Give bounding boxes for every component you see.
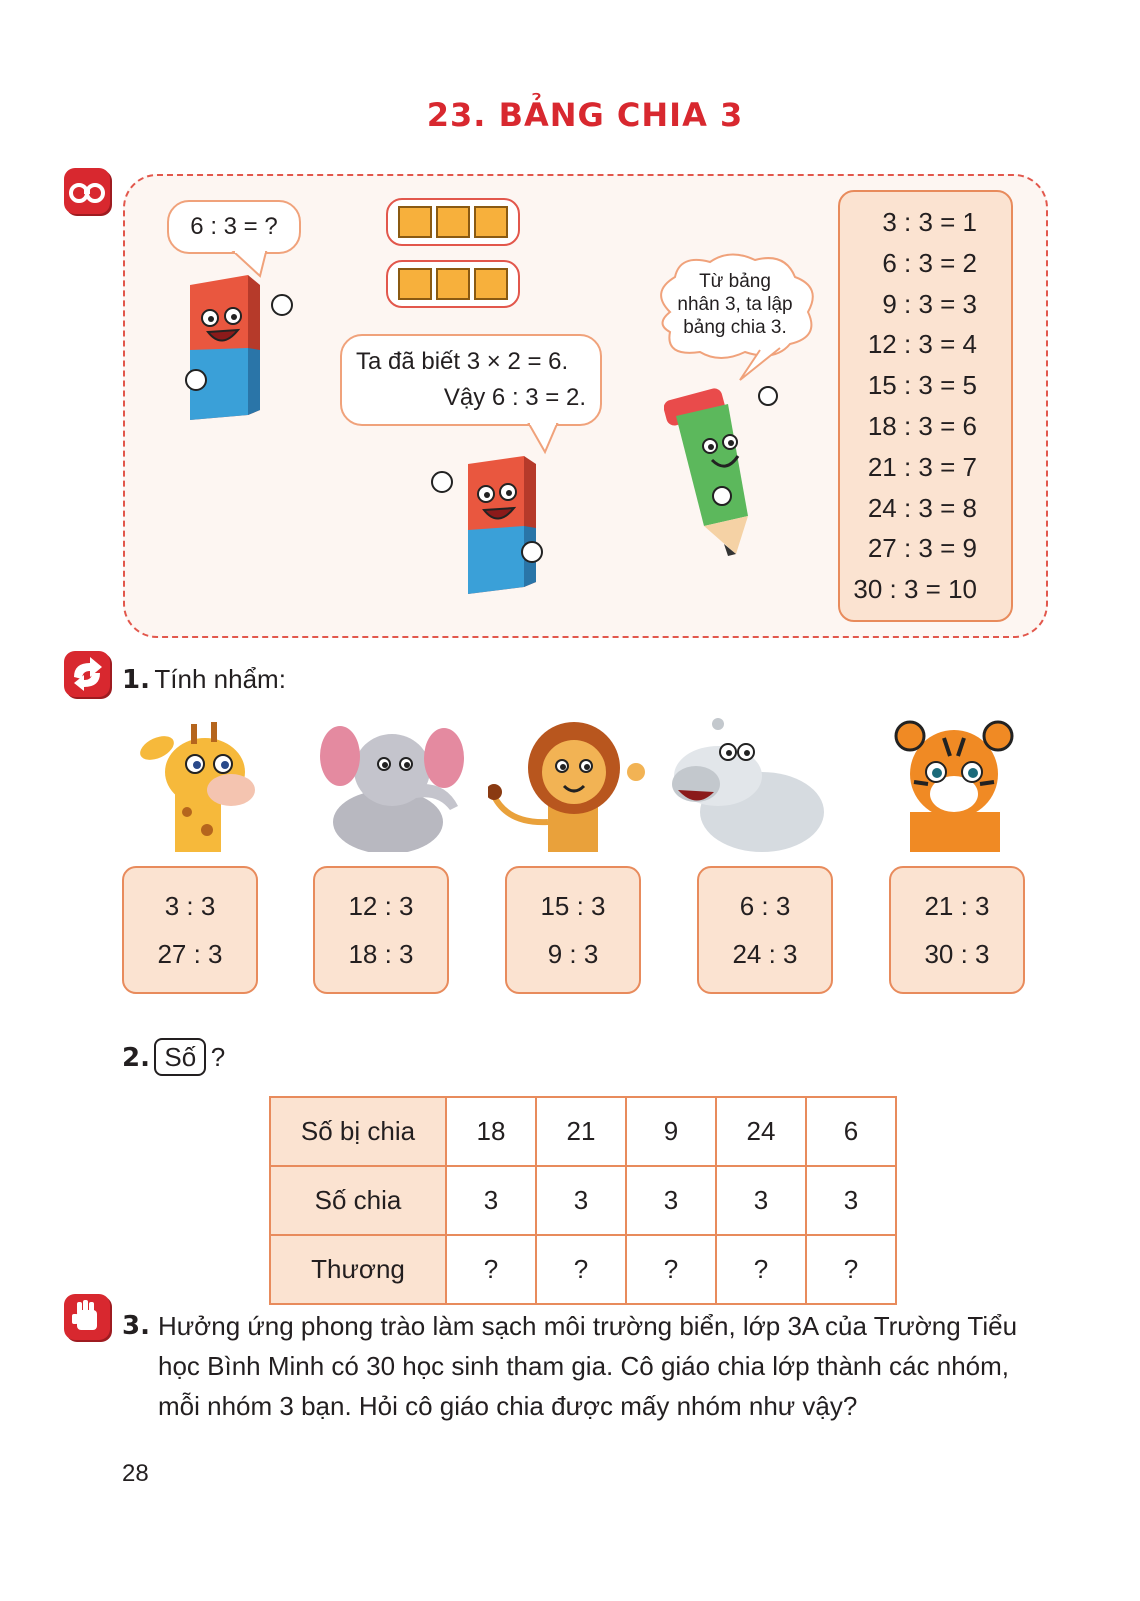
- question-bubble: [167, 200, 301, 254]
- table-row: [270, 1097, 896, 1166]
- table-cell: ?: [536, 1235, 626, 1304]
- practice-icon: [64, 651, 110, 697]
- giraffe-icon: [135, 712, 267, 852]
- pencil-bubble-text: [650, 270, 820, 339]
- division-row: 18 : 3 = 6: [867, 410, 977, 441]
- pencil-bubble-line: Từ bảng: [699, 271, 771, 292]
- exercise-2-table: [269, 1096, 897, 1305]
- table-cell: 3: [626, 1166, 716, 1235]
- cube-group-2: [386, 260, 520, 308]
- pencil-character: [664, 376, 794, 566]
- so-box: Số: [154, 1038, 206, 1076]
- division-row: 30 : 3 = 10: [853, 574, 977, 605]
- table-cell: ?: [626, 1235, 716, 1304]
- calc-line: 18 : 3: [348, 939, 414, 969]
- table-cell: 18: [446, 1097, 536, 1166]
- tiger-icon: [884, 712, 1024, 852]
- division-row: 9 : 3 = 3: [882, 288, 977, 319]
- question-text: 6 : 3 = ?: [190, 213, 278, 240]
- exercise-2-header: [122, 1038, 225, 1076]
- exercise-label: Tính nhẩm:: [154, 664, 286, 694]
- calc-line: 15 : 3: [540, 891, 606, 921]
- division-table: [838, 190, 1013, 622]
- division-row: 12 : 3 = 4: [867, 329, 977, 360]
- table-cell: 21: [536, 1097, 626, 1166]
- cube-icon: [474, 268, 508, 300]
- calc-line: 30 : 3: [924, 939, 990, 969]
- cube-group-1: [386, 198, 520, 246]
- calc-line: 3 : 3: [164, 891, 216, 921]
- table-cell: ?: [446, 1235, 536, 1304]
- table-cell: 3: [806, 1166, 896, 1235]
- exercise-3-text: Hưởng ứng phong trào làm sạch môi trường biển, lớp 3A của Trường Tiểu học Bình Minh có 30 học sinh tham gia. Cô giáo chia lớp thành các nhóm, mỗi nhóm 3 bạn. Hỏi cô giáo chia được mấy nhóm như vậy?: [158, 1311, 1018, 1421]
- cube-icon: [398, 268, 432, 300]
- division-row: 3 : 3 = 1: [882, 207, 977, 237]
- eraser-character: [428, 452, 558, 612]
- calc-card: [313, 866, 449, 994]
- pencil-bubble-line: bảng chia 3.: [683, 317, 787, 338]
- calc-line: 21 : 3: [924, 891, 990, 921]
- elephant-icon: [318, 712, 468, 852]
- division-row: 24 : 3 = 8: [867, 492, 977, 523]
- cube-icon: [436, 268, 470, 300]
- division-row: 15 : 3 = 5: [867, 370, 977, 401]
- division-row: 6 : 3 = 2: [882, 247, 977, 278]
- exercise-number: 1.: [122, 665, 150, 695]
- hippo-icon: [662, 712, 830, 852]
- table-cell: 24: [716, 1097, 806, 1166]
- calc-line: 6 : 3: [739, 891, 791, 921]
- table-cell: ?: [716, 1235, 806, 1304]
- cube-icon: [398, 206, 432, 238]
- table-cell: 3: [446, 1166, 536, 1235]
- cube-icon: [474, 206, 508, 238]
- calc-line: 24 : 3: [732, 939, 798, 969]
- table-cell: 3: [536, 1166, 626, 1235]
- binoculars-icon: [64, 168, 110, 214]
- page-number: 28: [122, 1460, 149, 1487]
- table-row: [270, 1235, 896, 1304]
- table-cell: 9: [626, 1097, 716, 1166]
- pencil-bubble: [650, 252, 820, 358]
- bubble-tail: [525, 422, 565, 456]
- division-row: 27 : 3 = 9: [867, 533, 977, 564]
- calc-line: 9 : 3: [547, 939, 599, 969]
- question-mark: ?: [210, 1042, 226, 1072]
- pencil-bubble-line: nhân 3, ta lập: [677, 294, 793, 315]
- row-header: Số bị chia: [270, 1097, 446, 1166]
- row-header: Số chia: [270, 1166, 446, 1235]
- explain-bubble: [340, 334, 602, 426]
- fist-icon: [64, 1294, 110, 1340]
- explain-line-2: Vậy 6 : 3 = 2.: [443, 384, 586, 411]
- lion-icon: [488, 712, 648, 852]
- table-cell: ?: [806, 1235, 896, 1304]
- table-row: [270, 1166, 896, 1235]
- exercise-1-header: [122, 664, 286, 695]
- cube-icon: [436, 206, 470, 238]
- calc-line: 12 : 3: [348, 891, 414, 921]
- page-title: 23. BẢNG CHIA 3: [426, 96, 744, 134]
- calc-card: [697, 866, 833, 994]
- calc-line: 27 : 3: [157, 939, 223, 969]
- calc-card: [122, 866, 258, 994]
- table-cell: 3: [716, 1166, 806, 1235]
- row-header: Thương: [270, 1235, 446, 1304]
- exercise-number: 2.: [122, 1043, 150, 1073]
- calc-card: [505, 866, 641, 994]
- calc-card: [889, 866, 1025, 994]
- exercise-number: 3.: [122, 1311, 150, 1341]
- table-cell: 6: [806, 1097, 896, 1166]
- eraser-character: [178, 270, 308, 430]
- division-row: 21 : 3 = 7: [867, 451, 977, 482]
- explain-line-1: Ta đã biết 3 × 2 = 6.: [356, 348, 569, 375]
